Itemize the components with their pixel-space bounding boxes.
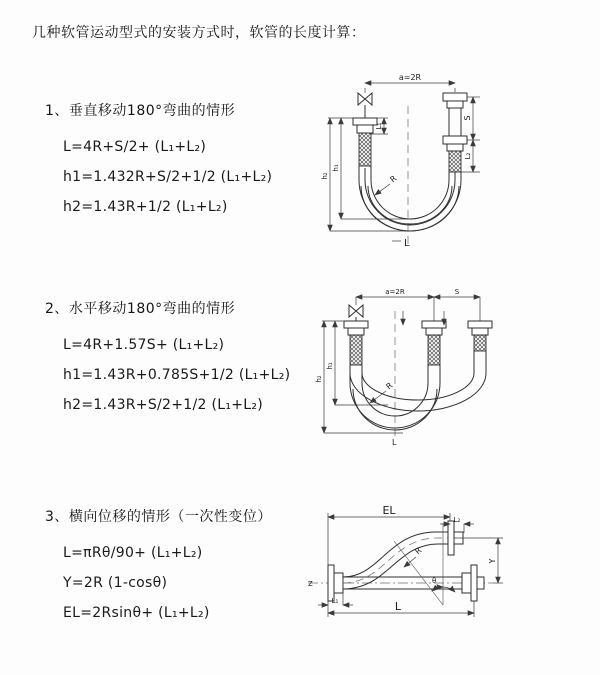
top-flange-plate bbox=[448, 521, 454, 555]
radius-label: R bbox=[388, 173, 399, 185]
section-2-heading: 2、水平移动180°弯曲的情形 bbox=[45, 301, 236, 317]
diagram-horizontal-bend bbox=[308, 281, 588, 471]
angle-label: θ bbox=[432, 577, 437, 585]
hose-inner-edge bbox=[371, 166, 449, 219]
right-braid bbox=[449, 151, 461, 172]
hose-mid-edge bbox=[365, 168, 455, 225]
left-braid bbox=[359, 133, 371, 166]
section-2-formulas bbox=[45, 330, 315, 420]
middle-braid bbox=[428, 335, 440, 365]
valve-icon bbox=[358, 93, 372, 105]
right-flange-hub bbox=[462, 573, 471, 593]
formula-l: L=4R+S/2+ (L₁+L₂) bbox=[63, 139, 207, 155]
middle-nut bbox=[426, 328, 442, 335]
dim-l2-label: L₂ bbox=[464, 152, 472, 160]
diagram-vertical-bend bbox=[308, 68, 588, 258]
radius-leader bbox=[370, 391, 386, 403]
radius-leader bbox=[375, 184, 390, 195]
valve-icon bbox=[349, 305, 363, 317]
section-3-formulas bbox=[45, 538, 315, 628]
dim-h1-label: h₁ bbox=[326, 362, 334, 370]
formula-l: L=4R+1.57S+ (L₁+L₂) bbox=[63, 337, 225, 353]
right-flange bbox=[468, 321, 492, 328]
middle-flange bbox=[422, 321, 446, 328]
formula-h2: h2=1.43R+1/2 (L₁+L₂) bbox=[63, 199, 228, 215]
section-1-heading: 1、垂直移动180°弯曲的情形 bbox=[45, 103, 236, 119]
curved-hose-top bbox=[343, 532, 448, 577]
formula-y: Y=2R (1-cosθ) bbox=[63, 575, 168, 591]
right-flange-stub bbox=[477, 577, 484, 589]
dim-a2r-label: a=2R bbox=[398, 73, 422, 82]
dim-l-label: L bbox=[404, 238, 410, 249]
diagram-lateral-displacement bbox=[298, 493, 598, 663]
left-flange-plate bbox=[328, 565, 334, 601]
dim-h2-label: h₂ bbox=[321, 172, 329, 180]
formula-h1: h1=1.432R+S/2+1/2 (L₁+L₂) bbox=[63, 169, 273, 185]
left-nut bbox=[348, 328, 364, 335]
right-flange-mid bbox=[443, 136, 467, 144]
left-nut bbox=[357, 125, 373, 133]
dim-el-label: EL bbox=[382, 504, 396, 517]
formula-el: EL=2Rsinθ+ (L₁+L₂) bbox=[63, 605, 210, 621]
right-flange-plate bbox=[471, 565, 477, 601]
dim-l1-label: L₁ bbox=[331, 597, 339, 605]
dim-s-label: S bbox=[454, 288, 460, 296]
dim-l-label: L bbox=[394, 600, 402, 613]
dim-s-label: S bbox=[463, 115, 472, 121]
left-flange-hub bbox=[334, 573, 343, 593]
dim-a2r-label: a=2R bbox=[385, 288, 405, 296]
curved-hose-centerline bbox=[343, 538, 456, 583]
hose-shallow-inner bbox=[362, 351, 474, 400]
hose-outer-edge bbox=[359, 166, 461, 231]
radius-label: R bbox=[384, 380, 395, 392]
formula-h2: h2=1.43R+S/2+1/2 (L₁+L₂) bbox=[63, 397, 264, 413]
hose-shallow-outer bbox=[350, 351, 486, 411]
left-flange bbox=[353, 118, 377, 125]
section-1-formulas bbox=[45, 132, 315, 222]
dim-h1-label: h₁ bbox=[332, 164, 340, 172]
page-title: 几种软管运动型式的安装方式时，软管的长度计算： bbox=[32, 25, 366, 41]
dim-y-label: Y bbox=[488, 558, 497, 564]
right-flange-top bbox=[443, 93, 467, 101]
dim-l2-label: L₂ bbox=[453, 516, 461, 524]
left-braid bbox=[350, 335, 362, 365]
section-1 bbox=[45, 100, 315, 222]
radius-label: R bbox=[413, 545, 424, 557]
section-3 bbox=[45, 506, 315, 628]
radius-leader bbox=[404, 557, 416, 567]
right-nut-top bbox=[447, 101, 463, 108]
left-flange bbox=[344, 321, 368, 328]
right-braid bbox=[474, 335, 486, 351]
right-nut-mid bbox=[447, 144, 463, 151]
formula-l: L=πRθ/90+ (L₁+L₂) bbox=[63, 545, 203, 561]
formula-h1: h1=1.43R+0.785S+1/2 (L₁+L₂) bbox=[63, 367, 291, 383]
dim-h2-label: h₂ bbox=[315, 375, 323, 383]
right-nut bbox=[472, 328, 488, 335]
dim-l-label: L bbox=[392, 438, 397, 447]
section-2 bbox=[45, 298, 315, 420]
section-3-heading: 3、横向位移的情形（一次性变位） bbox=[45, 509, 272, 525]
dim-l1-label: L₁ bbox=[375, 122, 383, 130]
axis-mark: Z bbox=[308, 580, 313, 588]
